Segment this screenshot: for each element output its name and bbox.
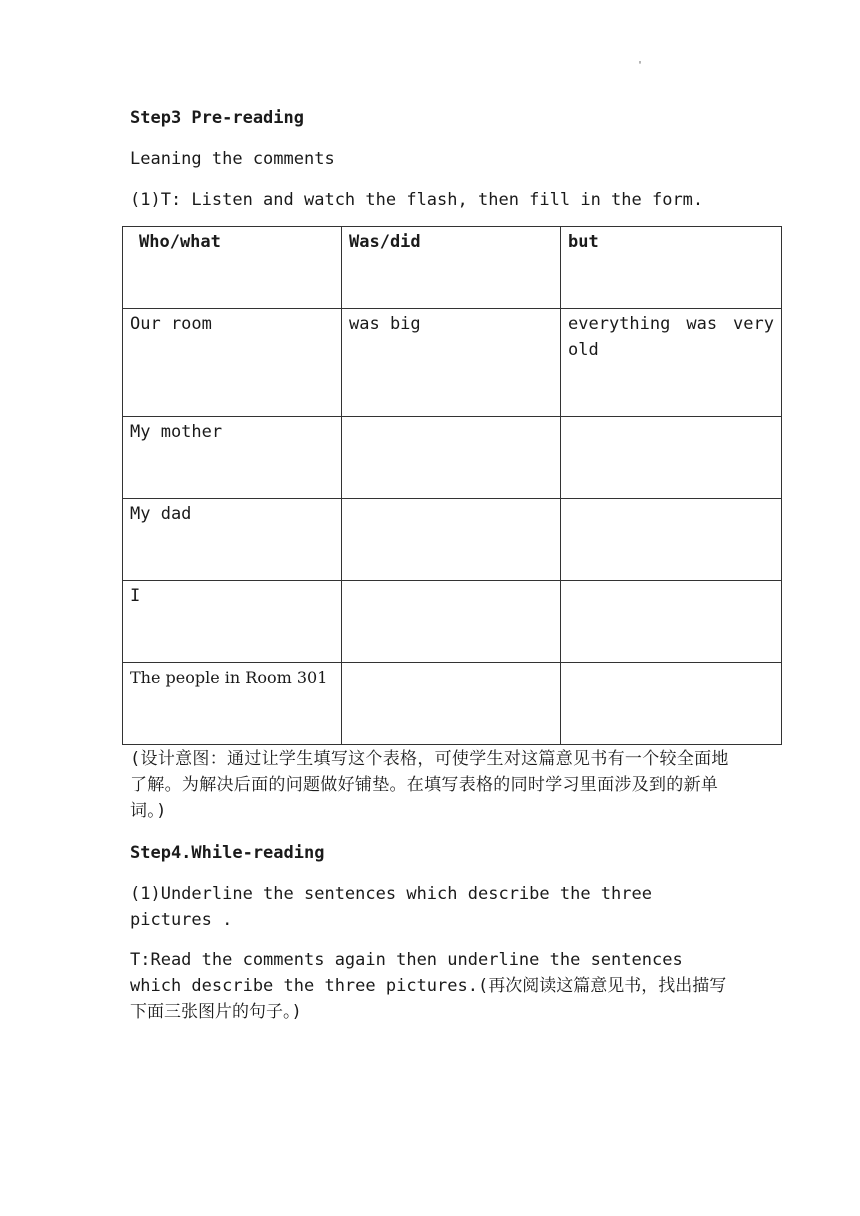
- step4-heading: Step4.While-reading: [130, 843, 325, 863]
- table-cell: I: [123, 581, 342, 663]
- header-who-what: Who/what: [123, 227, 342, 309]
- step3-heading: Step3 Pre-reading: [130, 108, 304, 128]
- table-cell: [342, 581, 561, 663]
- table-cell: My dad: [123, 499, 342, 581]
- table-cell: [561, 663, 782, 745]
- table-cell: [561, 499, 782, 581]
- step4-item-1: (1)Underline the sentences which describe the three pictures .: [130, 884, 652, 930]
- table-cell: [342, 499, 561, 581]
- step3-instruction: (1)T: Listen and watch the flash, then fill in the form.: [130, 190, 704, 210]
- table-cell: My mother: [123, 417, 342, 499]
- table-cell: Our room: [123, 309, 342, 417]
- table-row: [123, 417, 782, 499]
- table-header-row: [123, 227, 782, 309]
- table-cell: was big: [342, 309, 561, 417]
- step3-subheading: Leaning the comments: [130, 149, 335, 169]
- step4-teacher-instruction: T:Read the comments again then underline the sentences which describe the three pictures.(再次阅读这篇意见书，找出描写下面三张图片的句子。): [130, 950, 727, 1022]
- table-row: [123, 581, 782, 663]
- header-was-did: Was/did: [342, 227, 561, 309]
- table-cell: [561, 417, 782, 499]
- table-cell: [342, 417, 561, 499]
- table-cell: [561, 581, 782, 663]
- table-cell: everything was very old: [561, 309, 782, 417]
- design-intent-note: (设计意图：通过让学生填写这个表格，可使学生对这篇意见书有一个较全面地了解。为解决后面的问题做好铺垫。在填写表格的同时学习里面涉及到的新单词。): [130, 749, 729, 821]
- table-row: [123, 499, 782, 581]
- page-mark: ': [637, 60, 644, 71]
- table-row: [123, 663, 782, 745]
- table-cell: The people in Room 301: [123, 663, 342, 745]
- table-row: [123, 309, 782, 417]
- table-cell: [342, 663, 561, 745]
- header-but: but: [561, 227, 782, 309]
- fill-in-form-table: [122, 226, 782, 745]
